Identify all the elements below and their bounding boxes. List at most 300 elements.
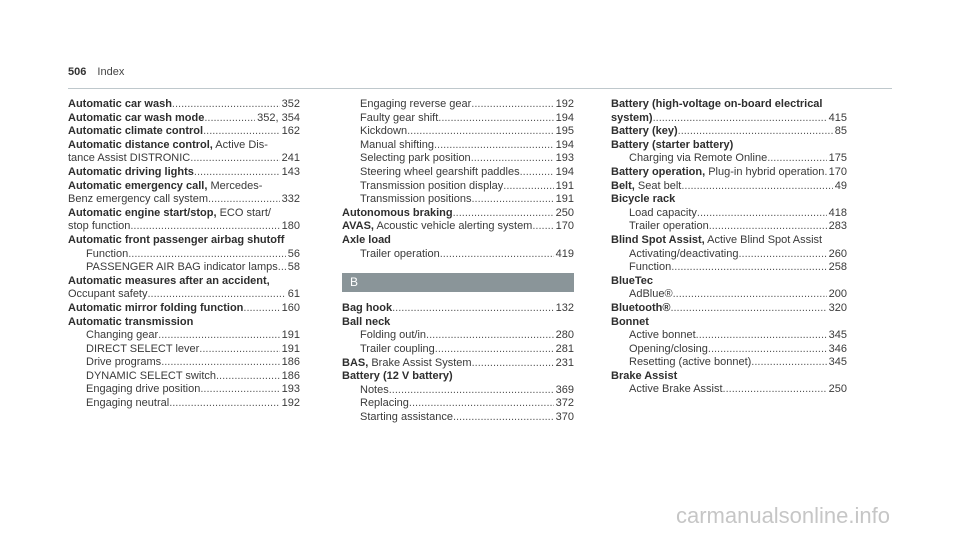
index-entry bbox=[342, 180, 574, 194]
entry-term: Automatic driving lights bbox=[68, 165, 194, 178]
entry-subterm: Engaging drive position bbox=[86, 383, 201, 396]
entry-text bbox=[342, 370, 453, 384]
index-entry bbox=[68, 329, 300, 343]
index-entry bbox=[342, 234, 574, 248]
entry-term: Blind Spot Assist, bbox=[611, 233, 705, 246]
index-entry bbox=[611, 302, 847, 316]
page-reference[interactable]: 370 bbox=[555, 410, 574, 423]
index-entry bbox=[68, 112, 300, 126]
entry-subterm: Replacing bbox=[360, 397, 409, 410]
entry-subterm: Active bonnet bbox=[629, 329, 696, 342]
page-reference[interactable]: 56 bbox=[287, 247, 300, 260]
dot-leader bbox=[723, 383, 827, 397]
page-reference[interactable]: 191 bbox=[555, 193, 574, 206]
page-reference[interactable]: 193 bbox=[555, 152, 574, 165]
dot-leader bbox=[389, 384, 554, 398]
index-entry bbox=[342, 220, 574, 234]
entry-text bbox=[360, 193, 471, 207]
entry-text bbox=[629, 329, 696, 343]
entry-text bbox=[68, 112, 204, 126]
entry-term: Automatic car wash bbox=[68, 98, 172, 110]
dot-leader bbox=[216, 370, 280, 384]
dot-leader bbox=[194, 166, 280, 180]
dot-leader bbox=[161, 356, 279, 370]
index-entry bbox=[342, 357, 574, 371]
dot-leader bbox=[670, 302, 826, 316]
index-entry bbox=[68, 220, 300, 234]
entry-term: system) bbox=[611, 111, 653, 124]
dot-leader bbox=[440, 248, 554, 262]
section-title: Index bbox=[97, 66, 125, 78]
page-reference[interactable]: 352, 354 bbox=[257, 111, 300, 124]
index-entry bbox=[68, 316, 300, 330]
entry-subterm: Transmission position display bbox=[360, 179, 504, 192]
entry-text bbox=[611, 370, 677, 384]
entry-term: Bag hook bbox=[342, 302, 393, 315]
dot-leader bbox=[453, 207, 554, 221]
page-reference[interactable]: 175 bbox=[828, 152, 847, 165]
entry-term: Battery (12 V battery) bbox=[342, 370, 453, 383]
entry-term: Automatic car wash mode bbox=[68, 111, 205, 124]
index-entry bbox=[611, 112, 847, 126]
header-divider bbox=[68, 88, 892, 89]
entry-text bbox=[629, 356, 751, 370]
entry-term: BAS, bbox=[342, 356, 369, 369]
index-entry bbox=[68, 180, 300, 194]
index-entry bbox=[611, 329, 847, 343]
entry-subterm: Manual shifting bbox=[360, 138, 434, 151]
index-entry bbox=[611, 316, 847, 330]
entry-text bbox=[360, 98, 471, 112]
entry-text bbox=[611, 125, 678, 139]
page-reference[interactable]: 345 bbox=[828, 356, 847, 369]
index-entry bbox=[611, 356, 847, 370]
entry-text bbox=[68, 152, 190, 166]
entry-text bbox=[360, 180, 503, 194]
page-reference[interactable]: 191 bbox=[281, 342, 300, 355]
index-entry bbox=[611, 370, 847, 384]
entry-subterm: Engaging neutral bbox=[86, 397, 170, 410]
entry-text bbox=[342, 207, 453, 221]
entry-subterm: Steering wheel gearshift paddles bbox=[360, 165, 520, 178]
index-entry bbox=[342, 248, 574, 262]
index-entry bbox=[342, 125, 574, 139]
dot-leader bbox=[471, 98, 553, 112]
dot-leader bbox=[278, 261, 286, 275]
index-column-1 bbox=[68, 98, 300, 411]
entry-text bbox=[611, 166, 824, 180]
entry-term: BlueTec bbox=[611, 274, 653, 287]
dot-leader bbox=[158, 329, 279, 343]
entry-text bbox=[86, 343, 199, 357]
entry-text bbox=[360, 248, 440, 262]
index-entry bbox=[342, 316, 574, 330]
entry-subterm: Mercedes- bbox=[207, 179, 263, 192]
dot-leader bbox=[130, 220, 279, 234]
entry-term: Automatic engine start/stop, bbox=[68, 206, 217, 219]
page-reference[interactable]: 352 bbox=[281, 98, 300, 110]
entry-term: AVAS, bbox=[342, 220, 374, 233]
page-reference[interactable]: 260 bbox=[828, 247, 847, 260]
entry-text bbox=[360, 397, 409, 411]
index-entry bbox=[68, 343, 300, 357]
page-reference[interactable]: 191 bbox=[281, 329, 300, 342]
index-entry bbox=[68, 166, 300, 180]
entry-text bbox=[629, 207, 697, 221]
index-entry bbox=[342, 411, 574, 425]
page-reference[interactable]: 85 bbox=[834, 125, 847, 138]
entry-subterm: Occupant safety bbox=[68, 288, 148, 301]
entry-subterm: Trailer coupling bbox=[360, 342, 435, 355]
index-entry bbox=[342, 98, 574, 112]
index-entry bbox=[611, 261, 847, 275]
dot-leader bbox=[471, 152, 554, 166]
entry-subterm: Load capacity bbox=[629, 206, 697, 219]
entry-term: Automatic mirror folding function bbox=[68, 301, 244, 314]
index-entry bbox=[611, 193, 847, 207]
entry-subterm: Folding out/in bbox=[360, 329, 427, 342]
dot-leader bbox=[172, 98, 280, 112]
page-reference[interactable]: 345 bbox=[828, 329, 847, 342]
dot-leader bbox=[407, 125, 554, 139]
page-number: 506 bbox=[68, 66, 87, 78]
entry-text bbox=[86, 329, 158, 343]
page-reference[interactable]: 280 bbox=[555, 329, 574, 342]
entry-text bbox=[68, 207, 271, 221]
index-entry bbox=[68, 234, 300, 248]
watermark: carmanualsonline.info bbox=[675, 503, 890, 528]
entry-subterm: Activating/deactivating bbox=[629, 247, 739, 260]
entry-text bbox=[360, 384, 389, 398]
index-entry bbox=[342, 370, 574, 384]
entry-term: Battery operation, bbox=[611, 165, 706, 178]
entry-text bbox=[86, 370, 216, 384]
entry-term: Autonomous braking bbox=[342, 206, 453, 219]
page-reference[interactable]: 132 bbox=[555, 302, 574, 315]
page-reference[interactable]: 332 bbox=[281, 193, 300, 206]
entry-text bbox=[342, 220, 532, 234]
entry-subterm: Active Dis- bbox=[212, 138, 268, 151]
page-reference[interactable]: 192 bbox=[281, 397, 300, 410]
entry-text bbox=[68, 139, 268, 153]
index-column-2 bbox=[342, 98, 574, 424]
entry-text bbox=[68, 275, 270, 289]
entry-text bbox=[629, 152, 767, 166]
entry-text bbox=[611, 180, 681, 194]
entry-text bbox=[360, 112, 438, 126]
index-entry bbox=[68, 152, 300, 166]
entry-text bbox=[629, 383, 723, 397]
entry-subterm: DIRECT SELECT lever bbox=[86, 342, 200, 355]
entry-text bbox=[68, 302, 243, 316]
entry-subterm: Active Blind Spot Assist bbox=[704, 233, 823, 246]
index-entry bbox=[342, 343, 574, 357]
entry-subterm: Trailer operation bbox=[629, 220, 709, 233]
dot-leader bbox=[435, 343, 554, 357]
page-reference[interactable]: 170 bbox=[828, 165, 847, 178]
entry-subterm: Benz emergency call system bbox=[68, 193, 208, 206]
page-reference[interactable]: 258 bbox=[828, 261, 847, 274]
dot-leader bbox=[434, 139, 554, 153]
entry-text bbox=[360, 411, 453, 425]
dot-leader bbox=[169, 397, 279, 411]
index-entry bbox=[611, 343, 847, 357]
entry-subterm: Plug-in hybrid operation bbox=[705, 165, 825, 178]
entry-subterm: Engaging reverse gear bbox=[360, 98, 472, 110]
dot-leader bbox=[671, 261, 826, 275]
entry-term: Battery (high-voltage on-board electrical bbox=[611, 98, 823, 110]
index-entry bbox=[342, 152, 574, 166]
dot-leader bbox=[653, 112, 827, 126]
entry-text bbox=[68, 316, 193, 330]
dot-leader bbox=[708, 343, 827, 357]
index-entry bbox=[68, 302, 300, 316]
entry-text bbox=[86, 248, 128, 262]
dot-leader bbox=[520, 166, 554, 180]
index-entry bbox=[68, 248, 300, 262]
entry-term: Bluetooth® bbox=[611, 301, 671, 314]
entry-text bbox=[629, 220, 709, 234]
entry-subterm: tance Assist DISTRONIC bbox=[68, 152, 191, 165]
entry-term: Belt, bbox=[611, 179, 635, 192]
page-header bbox=[68, 66, 124, 78]
dot-leader bbox=[471, 193, 553, 207]
entry-term: Automatic measures after an accident, bbox=[68, 274, 270, 287]
dot-leader bbox=[409, 397, 554, 411]
entry-text bbox=[86, 383, 200, 397]
page-reference[interactable]: 194 bbox=[555, 165, 574, 178]
entry-text bbox=[342, 234, 391, 248]
page-reference[interactable]: 162 bbox=[281, 125, 300, 138]
entry-term: Automatic distance control, bbox=[68, 138, 213, 151]
entry-text bbox=[629, 288, 673, 302]
index-entry bbox=[342, 302, 574, 316]
page-reference[interactable]: 193 bbox=[281, 383, 300, 396]
index-entry bbox=[68, 139, 300, 153]
page-reference[interactable]: 191 bbox=[555, 179, 574, 192]
index-entry bbox=[68, 98, 300, 112]
entry-text bbox=[86, 356, 161, 370]
index-entry bbox=[68, 397, 300, 411]
entry-subterm: Opening/closing bbox=[629, 342, 708, 355]
dot-leader bbox=[204, 112, 255, 126]
entry-subterm: Faulty gear shift bbox=[360, 111, 439, 124]
index-entry bbox=[68, 356, 300, 370]
entry-subterm: Function bbox=[86, 247, 129, 260]
dot-leader bbox=[199, 343, 279, 357]
entry-term: Bonnet bbox=[611, 315, 649, 328]
page-reference[interactable]: 231 bbox=[555, 356, 574, 369]
index-entry bbox=[611, 288, 847, 302]
entry-term: Automatic front passenger airbag shutoff bbox=[68, 233, 285, 246]
entry-subterm: Drive programs bbox=[86, 356, 162, 369]
index-entry bbox=[611, 180, 847, 194]
dot-leader bbox=[200, 383, 279, 397]
entry-term: Automatic emergency call, bbox=[68, 179, 208, 192]
index-entry bbox=[68, 207, 300, 221]
entry-term: Battery (key) bbox=[611, 125, 678, 138]
page-reference[interactable]: 195 bbox=[555, 125, 574, 138]
page-reference[interactable]: 49 bbox=[834, 179, 847, 192]
page-reference[interactable]: 241 bbox=[281, 152, 300, 165]
page-reference[interactable]: 281 bbox=[555, 342, 574, 355]
entry-subterm: Notes bbox=[360, 383, 389, 396]
entry-subterm: Brake Assist System bbox=[368, 356, 472, 369]
dot-leader bbox=[697, 207, 827, 221]
entry-text bbox=[629, 248, 738, 262]
page-reference[interactable]: 200 bbox=[828, 288, 847, 301]
page-reference[interactable]: 170 bbox=[555, 220, 574, 233]
index-entry bbox=[68, 193, 300, 207]
entry-text bbox=[68, 125, 203, 139]
entry-text bbox=[342, 357, 472, 371]
index-entry bbox=[68, 261, 300, 275]
page-reference[interactable]: 418 bbox=[828, 206, 847, 219]
page-reference[interactable]: 194 bbox=[555, 111, 574, 124]
entry-text bbox=[611, 275, 653, 289]
entry-subterm: stop function bbox=[68, 220, 131, 233]
page-reference[interactable]: 250 bbox=[555, 206, 574, 219]
dot-leader bbox=[696, 329, 827, 343]
index-entry bbox=[611, 383, 847, 397]
entry-text bbox=[360, 152, 471, 166]
dot-leader bbox=[148, 288, 286, 302]
dot-leader bbox=[673, 288, 827, 302]
entry-subterm: Changing gear bbox=[86, 329, 159, 342]
entry-term: Brake Assist bbox=[611, 369, 678, 382]
dot-leader bbox=[709, 220, 827, 234]
entry-term: Automatic transmission bbox=[68, 315, 194, 328]
dot-leader bbox=[128, 248, 286, 262]
entry-subterm: Resetting (active bonnet) bbox=[629, 356, 752, 369]
dot-leader bbox=[438, 112, 553, 126]
dot-leader bbox=[472, 357, 554, 371]
entry-text bbox=[629, 343, 708, 357]
entry-text bbox=[360, 343, 435, 357]
dot-leader bbox=[203, 125, 280, 139]
index-entry bbox=[342, 397, 574, 411]
page-reference[interactable]: 346 bbox=[828, 342, 847, 355]
page-reference[interactable]: 192 bbox=[555, 98, 574, 110]
entry-text bbox=[68, 220, 130, 234]
entry-subterm: ECO start/ bbox=[216, 206, 271, 219]
index-entry bbox=[68, 275, 300, 289]
index-entry bbox=[342, 329, 574, 343]
page-reference[interactable]: 415 bbox=[828, 111, 847, 124]
entry-text bbox=[360, 329, 426, 343]
entry-subterm: Kickdown bbox=[360, 125, 408, 138]
entry-subterm: Trailer operation bbox=[360, 247, 440, 260]
index-entry bbox=[611, 248, 847, 262]
index-entry bbox=[68, 125, 300, 139]
index-entry bbox=[342, 166, 574, 180]
index-entry bbox=[611, 139, 847, 153]
index-entry bbox=[611, 98, 847, 112]
dot-leader bbox=[208, 193, 280, 207]
index-entry bbox=[342, 112, 574, 126]
page-reference[interactable]: 320 bbox=[828, 301, 847, 314]
dot-leader bbox=[503, 180, 553, 194]
entry-text bbox=[629, 261, 671, 275]
page-reference[interactable]: 194 bbox=[555, 138, 574, 151]
page-reference[interactable]: 372 bbox=[555, 397, 574, 410]
entry-text bbox=[86, 397, 169, 411]
index-entry bbox=[611, 166, 847, 180]
entry-text bbox=[360, 139, 434, 153]
index-entry bbox=[611, 275, 847, 289]
entry-text bbox=[68, 193, 208, 207]
entry-term: Bicycle rack bbox=[611, 193, 676, 206]
index-entry bbox=[68, 288, 300, 302]
entry-text bbox=[68, 234, 284, 248]
entry-subterm: Transmission positions bbox=[360, 193, 472, 206]
entry-term: Ball neck bbox=[342, 315, 391, 328]
entry-text bbox=[611, 302, 670, 316]
entry-text bbox=[86, 261, 278, 275]
index-column-3 bbox=[611, 98, 847, 397]
page-reference[interactable]: 186 bbox=[281, 369, 300, 382]
page-reference[interactable]: 186 bbox=[281, 356, 300, 369]
dot-leader bbox=[243, 302, 279, 316]
dot-leader bbox=[190, 152, 279, 166]
entry-subterm: Selecting park position bbox=[360, 152, 471, 165]
page-reference[interactable]: 58 bbox=[287, 261, 300, 274]
page-reference[interactable]: 143 bbox=[281, 165, 300, 178]
index-entry bbox=[611, 220, 847, 234]
entry-subterm: Active Brake Assist bbox=[629, 383, 723, 396]
entry-term: Battery (starter battery) bbox=[611, 138, 734, 151]
page-reference[interactable]: 369 bbox=[555, 383, 574, 396]
entry-subterm: Seat belt bbox=[634, 179, 682, 192]
entry-text bbox=[611, 193, 675, 207]
entry-text bbox=[68, 98, 172, 112]
page-reference[interactable]: 283 bbox=[828, 220, 847, 233]
dot-leader bbox=[738, 248, 826, 262]
dot-leader bbox=[453, 411, 554, 425]
entry-text bbox=[68, 288, 148, 302]
section-letter-header: B bbox=[342, 273, 574, 292]
entry-text bbox=[611, 98, 822, 112]
page-reference[interactable]: 160 bbox=[281, 301, 300, 314]
index-entry bbox=[68, 383, 300, 397]
page-reference[interactable]: 419 bbox=[555, 247, 574, 260]
entry-subterm: Charging via Remote Online bbox=[629, 152, 768, 165]
dot-leader bbox=[767, 152, 826, 166]
entry-text bbox=[611, 234, 822, 248]
page-reference[interactable]: 61 bbox=[287, 288, 300, 301]
entry-text bbox=[611, 139, 733, 153]
dot-leader bbox=[392, 302, 554, 316]
entry-text bbox=[360, 125, 407, 139]
index-entry bbox=[342, 193, 574, 207]
entry-text bbox=[611, 316, 649, 330]
entry-subterm: Acoustic vehicle alerting system bbox=[374, 220, 533, 233]
dot-leader bbox=[426, 329, 554, 343]
index-entry bbox=[611, 207, 847, 221]
dot-leader bbox=[751, 356, 826, 370]
dot-leader bbox=[678, 125, 833, 139]
index-entry bbox=[342, 139, 574, 153]
entry-text bbox=[342, 316, 390, 330]
entry-text bbox=[68, 166, 194, 180]
page-reference[interactable]: 180 bbox=[281, 220, 300, 233]
entry-text bbox=[611, 112, 653, 126]
entry-text bbox=[360, 166, 520, 180]
page-reference[interactable]: 250 bbox=[828, 383, 847, 396]
entry-text bbox=[68, 180, 262, 194]
index-entry bbox=[611, 152, 847, 166]
entry-term: Automatic climate control bbox=[68, 125, 204, 138]
